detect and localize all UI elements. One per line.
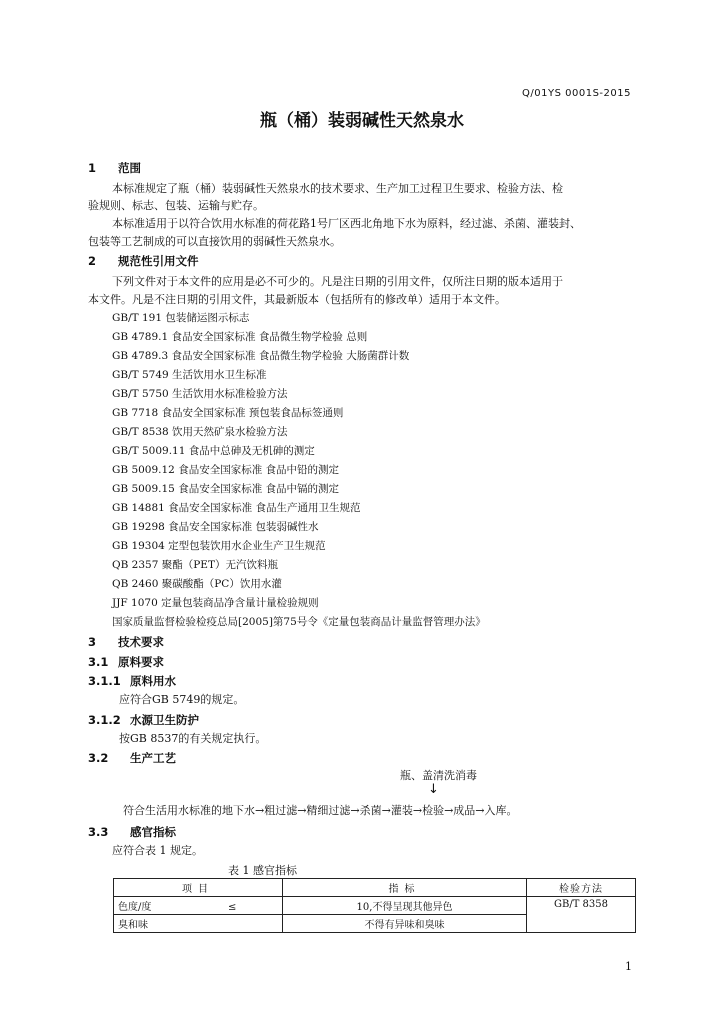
section-2-heading: 2 规范性引用文件	[88, 254, 199, 268]
section-3-3-heading: 3.3 感官指标	[88, 825, 176, 839]
section-1-para-1-line-1: 本标准规定了瓶（桶）装弱碱性天然泉水的技术要求、生产加工过程卫生要求、检验方法、检	[112, 182, 563, 195]
reference-item: QB 2460 聚碳酸酯（PC）饮用水灌	[112, 578, 282, 590]
section-1-para-2-line-2: 包装等工艺制成的可以直接饮用的弱碱性天然泉水。	[88, 235, 341, 248]
page-number: 1	[625, 960, 632, 973]
process-flow-text: 符合生活用水标准的地下水→粗过滤→精细过滤→杀菌→灌装→检验→成品→入库。	[123, 804, 518, 817]
section-1-para-1-line-2: 验规则、标志、包装、运输与贮存。	[88, 199, 264, 212]
section-3-3-text: 应符合表 1 规定。	[112, 844, 203, 857]
table-cell: 不得有异味和臭味	[283, 915, 527, 933]
reference-item: GB 19304 定型包装饮用水企业生产卫生规范	[112, 540, 326, 552]
reference-item: GB 14881 食品安全国家标准 食品生产通用卫生规范	[112, 502, 361, 514]
section-2-para-line-2: 本文件。凡是不注日期的引用文件，其最新版本（包括所有的修改单）适用于本文件。	[88, 293, 506, 306]
standard-number: Q/01YS 0001S-2015	[522, 88, 631, 99]
reference-item: GB/T 5749 生活饮用水卫生标准	[112, 369, 267, 381]
reference-item: 国家质量监督检验检疫总局[2005]第75号令《定量包装商品计量监督管理办法》	[112, 616, 486, 628]
table-header-row	[114, 879, 636, 897]
section-3-1-1-text: 应符合GB 5749的规定。	[119, 693, 245, 706]
table-row	[114, 897, 636, 915]
section-3-1-2-heading: 3.1.2 水源卫生防护	[88, 713, 199, 727]
section-1-para-2-line-1: 本标准适用于以符合饮用水标准的荷花路1号厂区西北角地下水为原料，经过滤、杀菌、灌装封、	[112, 217, 581, 230]
section-2-para-line-1: 下列文件对于本文件的应用是必不可少的。凡是注日期的引用文件，仅所注日期的版本适用于	[112, 275, 563, 288]
reference-item: GB 19298 食品安全国家标准 包装弱碱性水	[112, 521, 319, 533]
reference-item: GB 5009.15 食品安全国家标准 食品中镉的测定	[112, 483, 340, 495]
reference-item: QB 2357 聚酯（PET）无汽饮料瓶	[112, 559, 278, 571]
sensory-table	[113, 878, 636, 933]
table-cell: 10,不得呈现其他异色	[283, 897, 527, 915]
column-header: 项目	[114, 879, 283, 897]
section-3-1-2-text: 按GB 8537的有关规定执行。	[119, 732, 267, 745]
table-cell: 臭和味	[114, 915, 283, 933]
table-cell: GB/T 8358	[527, 897, 636, 933]
reference-item: GB/T 191 包装储运图示标志	[112, 312, 250, 324]
section-3-2-heading: 3.2 生产工艺	[88, 751, 176, 765]
column-header: 指标	[283, 879, 527, 897]
section-3-heading: 3 技术要求	[88, 635, 164, 649]
document-title: 瓶（桶）装弱碱性天然泉水	[260, 111, 464, 131]
reference-item: GB/T 5750 生活饮用水标准检验方法	[112, 388, 288, 400]
reference-item: GB/T 5009.11 食品中总砷及无机砷的测定	[112, 445, 315, 457]
section-3-1-heading: 3.1 原料要求	[88, 655, 164, 669]
reference-item: GB 4789.1 食品安全国家标准 食品微生物学检验 总则	[112, 331, 368, 343]
reference-item: GB 7718 食品安全国家标准 预包装食品标签通则	[112, 407, 344, 419]
reference-item: JJF 1070 定量包装商品净含量计量检验规则	[112, 597, 319, 609]
reference-item: GB 4789.3 食品安全国家标准 食品微生物学检验 大肠菌群计数	[112, 350, 410, 362]
reference-item: GB 5009.12 食品安全国家标准 食品中铅的测定	[112, 464, 340, 476]
arrow-down-icon: ↓	[428, 782, 439, 797]
reference-item: GB/T 8538 饮用天然矿泉水检验方法	[112, 426, 288, 438]
table-cell: 色度/度 ≤	[114, 897, 283, 915]
section-3-1-1-heading: 3.1.1 原料用水	[88, 674, 176, 688]
section-1-heading: 1 范围	[88, 161, 141, 175]
column-header: 检验方法	[527, 879, 636, 897]
process-branch-label: 瓶、盖清洗消毒	[400, 769, 477, 782]
table-caption: 表 1 感官指标	[228, 864, 297, 877]
